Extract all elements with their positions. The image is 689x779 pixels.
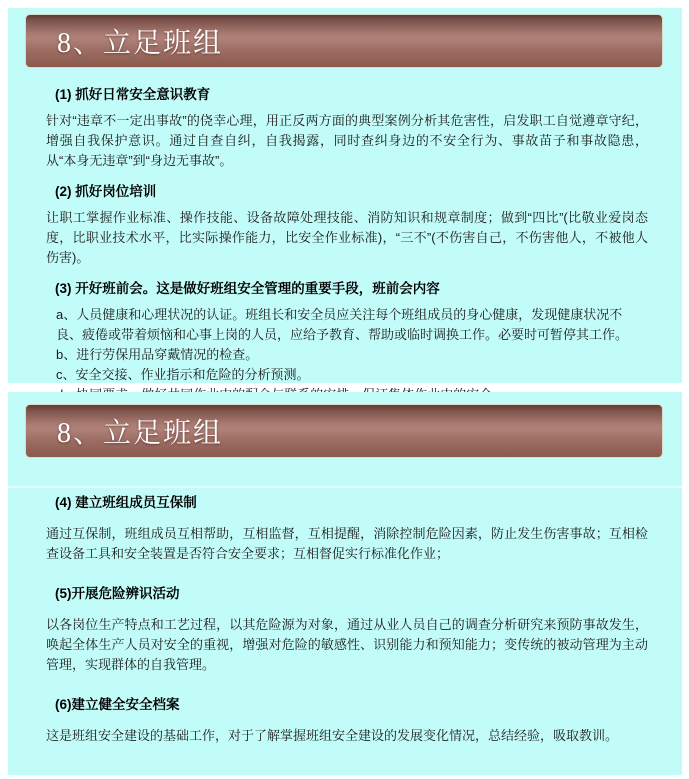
slide-1 bbox=[8, 8, 682, 383]
section-4-heading: (4) 建立班组成员互保制 bbox=[55, 495, 197, 510]
slide-seam-divider bbox=[8, 486, 682, 488]
section-6-paragraph: 这是班组安全建设的基础工作，对于了解掌握班组安全建设的发展变化情况，总结经验，吸取教训。 bbox=[46, 728, 619, 743]
slide-2-title-bar bbox=[25, 404, 663, 458]
slide-2 bbox=[8, 392, 682, 775]
section-1-paragraph: 针对“违章不一定出事故”的侥幸心理，用正反两方面的典型案例分析其危害性，启发职工自觉遵章守纪，增强自我保护意识。通过自查自纠，自我揭露，同时查纠身边的不安全行为、事故苗子和事故隐患，从“本身无违章”到“身边无事故”。 bbox=[46, 113, 648, 168]
section-5-heading: (5)开展危险辨识活动 bbox=[55, 586, 180, 601]
section-2 bbox=[46, 184, 648, 268]
slide-1-title: 8、立足班组 bbox=[57, 28, 224, 59]
slide-1-title-bar bbox=[25, 14, 663, 68]
section-3-heading: (3) 开好班前会。这是做好班组安全管理的重要手段，班前会内容 bbox=[55, 281, 440, 296]
list-item-b: b、进行劳保用品穿戴情况的检查。 bbox=[56, 347, 259, 362]
section-5 bbox=[46, 586, 648, 675]
section-4 bbox=[46, 495, 648, 564]
section-2-paragraph: 让职工掌握作业标准、操作技能、设备故障处理技能、消防知识和规章制度；做到“四比”(比敬业爱岗态度，比职业技术水平，比实际操作能力，比安全作业标准)，“三不”(不伤害自己，不伤害他人，不被他人伤害)。 bbox=[46, 210, 648, 265]
section-3 bbox=[46, 281, 648, 405]
list-item-c: c、安全交接、作业指示和危险的分析预测。 bbox=[56, 367, 310, 382]
slide-1-content bbox=[8, 68, 682, 405]
section-6 bbox=[46, 697, 648, 746]
slide-2-content bbox=[8, 458, 682, 746]
section-6-heading: (6)建立健全安全档案 bbox=[55, 697, 180, 712]
slide-2-title: 8、立足班组 bbox=[57, 418, 224, 449]
section-1 bbox=[46, 87, 648, 171]
section-2-heading: (2) 抓好岗位培训 bbox=[55, 184, 157, 199]
section-4-paragraph: 通过互保制，班组成员互相帮助，互相监督，互相提醒，消除控制危险因素，防止发生伤害事故；互相检查设备工具和安全装置是否符合安全要求；互相督促实行标准化作业； bbox=[46, 526, 648, 561]
list-item-a: a、人员健康和心理状况的认证。班组长和安全员应关注每个班组成员的身心健康，发现健康状况不良、疲倦或带着烦恼和心事上岗的人员，应给予教育、帮助或临时调换工作。必要时可暂停其工作。 bbox=[56, 307, 629, 342]
section-1-heading: (1) 抓好日常安全意识教育 bbox=[55, 87, 211, 102]
section-5-paragraph: 以各岗位生产特点和工艺过程，以其危险源为对象，通过从业人员自己的调查分析研究来预防事故发生，唤起全体生产人员对安全的重视，增强对危险的敏感性、识别能力和预知能力；变传统的被动管理为主动管理，实现群体的自我管理。 bbox=[46, 617, 648, 672]
